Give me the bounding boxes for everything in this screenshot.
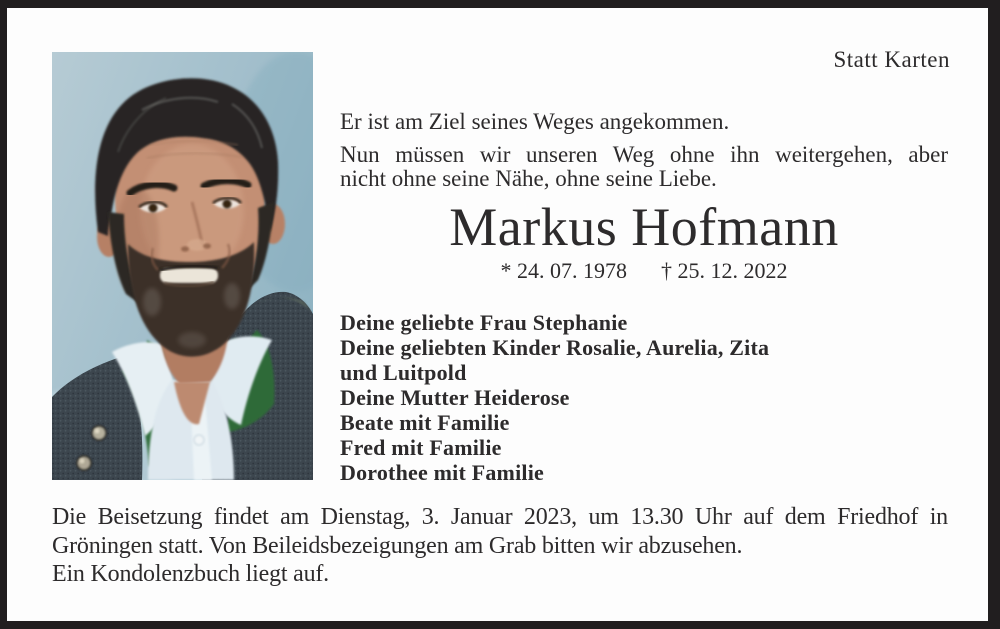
mourner-line: Deine geliebte Frau Stephanie xyxy=(340,310,628,335)
portrait-illustration xyxy=(52,52,313,480)
name-block xyxy=(340,198,948,284)
funeral-info xyxy=(52,503,948,589)
verse-line-2: nicht ohne seine Nähe, ohne seine Liebe. xyxy=(340,166,717,191)
funeral-line-2: Gröningen statt. Von Beileidsbezeigungen am Grab bitten wir abzusehen. xyxy=(52,532,743,559)
verse-line-1: Nun müssen wir unseren Weg ohne ihn weitergehen, aber xyxy=(340,142,948,167)
statt-karten-note: Statt Karten xyxy=(833,47,950,72)
mourner-line: und Luitpold xyxy=(340,360,467,385)
mourner-line: Beate mit Familie xyxy=(340,410,510,435)
portrait-photo xyxy=(52,52,313,480)
obituary-card xyxy=(7,8,988,621)
death-date: † 25. 12. 2022 xyxy=(661,258,788,283)
deceased-name: Markus Hofmann xyxy=(449,197,839,257)
mourner-line: Deine Mutter Heiderose xyxy=(340,385,570,410)
intro-verse xyxy=(340,110,948,191)
birth-date: * 24. 07. 1978 xyxy=(500,258,627,283)
mourner-line: Fred mit Familie xyxy=(340,435,502,460)
mourners-list xyxy=(340,310,948,485)
intro-line: Er ist am Ziel seines Weges angekommen. xyxy=(340,109,730,134)
mourner-line: Deine geliebten Kinder Rosalie, Aurelia, Zita xyxy=(340,335,770,360)
life-dates xyxy=(340,258,948,284)
mourner-line: Dorothee mit Familie xyxy=(340,460,544,485)
funeral-line-3: Ein Kondolenzbuch liegt auf. xyxy=(52,561,329,587)
funeral-line-1: Die Beisetzung findet am Dienstag, 3. Januar 2023, um 13.30 Uhr auf dem Friedhof in xyxy=(52,504,948,530)
